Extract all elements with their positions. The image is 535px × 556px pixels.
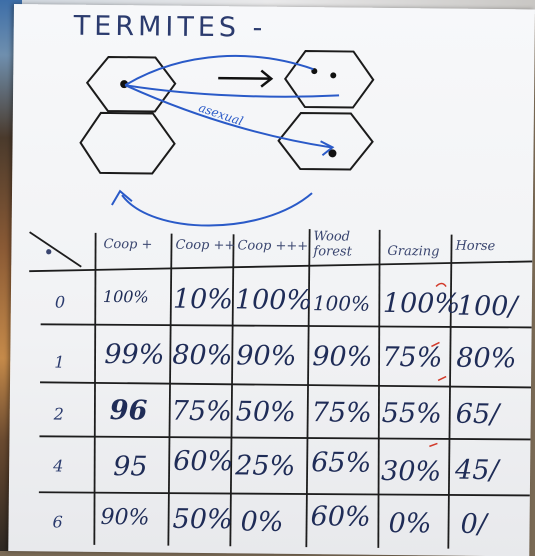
- col-line-4: [376, 230, 381, 548]
- cell-r0-c3: 100%: [312, 291, 371, 316]
- col-line-5: [448, 235, 451, 549]
- cell-r2-c5: 65/: [455, 398, 500, 431]
- col-line-3: [306, 229, 309, 547]
- cell-r0-c4: 100%: [382, 287, 461, 320]
- row-label-6: 6: [52, 512, 63, 532]
- cell-r1-c3: 90%: [312, 341, 373, 373]
- cell-r4-c5: 0/: [460, 508, 488, 540]
- diagonal-corner-line: [29, 232, 81, 267]
- hexagon-right-top: [285, 51, 374, 108]
- cell-r2-c1: 75%: [171, 395, 232, 428]
- blue-arrow-middle: [125, 85, 339, 97]
- hexagon-left-top: [87, 57, 176, 112]
- row-line-4: [39, 490, 530, 497]
- cell-r1-c4: 75%: [382, 341, 443, 374]
- cell-r0-c2: 100%: [234, 284, 313, 317]
- blue-arrow-top: [125, 55, 313, 87]
- cell-r4-c4: 0%: [388, 507, 432, 540]
- cell-r2-c3: 75%: [311, 397, 372, 429]
- column-header-coop-plus-plus: Coop ++: [175, 237, 236, 254]
- col-line-1: [168, 234, 171, 546]
- cell-r0-c5: 100/: [456, 290, 518, 323]
- row-label-0: 0: [54, 292, 66, 312]
- cell-r4-c1: 50%: [172, 503, 233, 536]
- cell-r2-c2: 50%: [235, 396, 296, 428]
- table-corner: •: [43, 242, 55, 264]
- row-line-3: [39, 434, 530, 441]
- row-label-2: 2: [53, 404, 64, 424]
- column-header-coop-triple-plus: Coop +++: [237, 238, 309, 255]
- row-label-4: 4: [53, 456, 64, 476]
- red-mark-3: [438, 376, 446, 380]
- cell-r2-c0: 96: [109, 395, 148, 427]
- row-label-1: 1: [54, 352, 65, 372]
- hexagon-left-bottom: [80, 113, 175, 174]
- column-header-grazing: Grazing: [387, 243, 440, 260]
- col-line-0: [92, 233, 97, 545]
- row-line-1: [41, 322, 532, 329]
- cell-r4-c0: 90%: [100, 504, 150, 531]
- cell-r3-c0: 95: [112, 451, 148, 483]
- cell-r3-c5: 45/: [454, 454, 499, 487]
- header-row-line: [29, 256, 532, 276]
- cell-r3-c4: 30%: [380, 455, 442, 488]
- cell-r0-c1: 10%: [172, 283, 234, 316]
- black-arrow: [218, 78, 269, 79]
- diagram-label: asexual: [196, 100, 245, 129]
- cell-r1-c0: 99%: [104, 338, 165, 371]
- cell-r2-c4: 55%: [381, 397, 442, 430]
- cell-r3-c2: 25%: [235, 450, 296, 482]
- col-line-2: [230, 234, 233, 546]
- red-mark-4: [429, 443, 437, 446]
- cell-r0-c0: 100%: [102, 286, 149, 307]
- paper-sheet: [8, 4, 535, 556]
- cell-r3-c3: 65%: [311, 447, 372, 479]
- cell-r3-c1: 60%: [173, 445, 234, 478]
- cell-r4-c2: 0%: [240, 506, 284, 538]
- red-mark-1: [436, 283, 446, 286]
- dot-right-top-2: [330, 72, 336, 78]
- blue-return-arrow: [122, 191, 312, 227]
- cell-r4-c3: 60%: [310, 501, 371, 533]
- row-line-2: [40, 382, 531, 387]
- cell-r1-c1: 80%: [172, 339, 233, 372]
- column-header-coop-plus: Coop +: [103, 236, 153, 253]
- page-title: TERMITES -: [73, 10, 267, 44]
- column-header-wood-forest: Wood forest: [313, 229, 352, 260]
- cell-r1-c2: 90%: [236, 340, 297, 372]
- cell-r1-c5: 80%: [456, 342, 517, 375]
- column-header-horse: Horse: [455, 238, 496, 255]
